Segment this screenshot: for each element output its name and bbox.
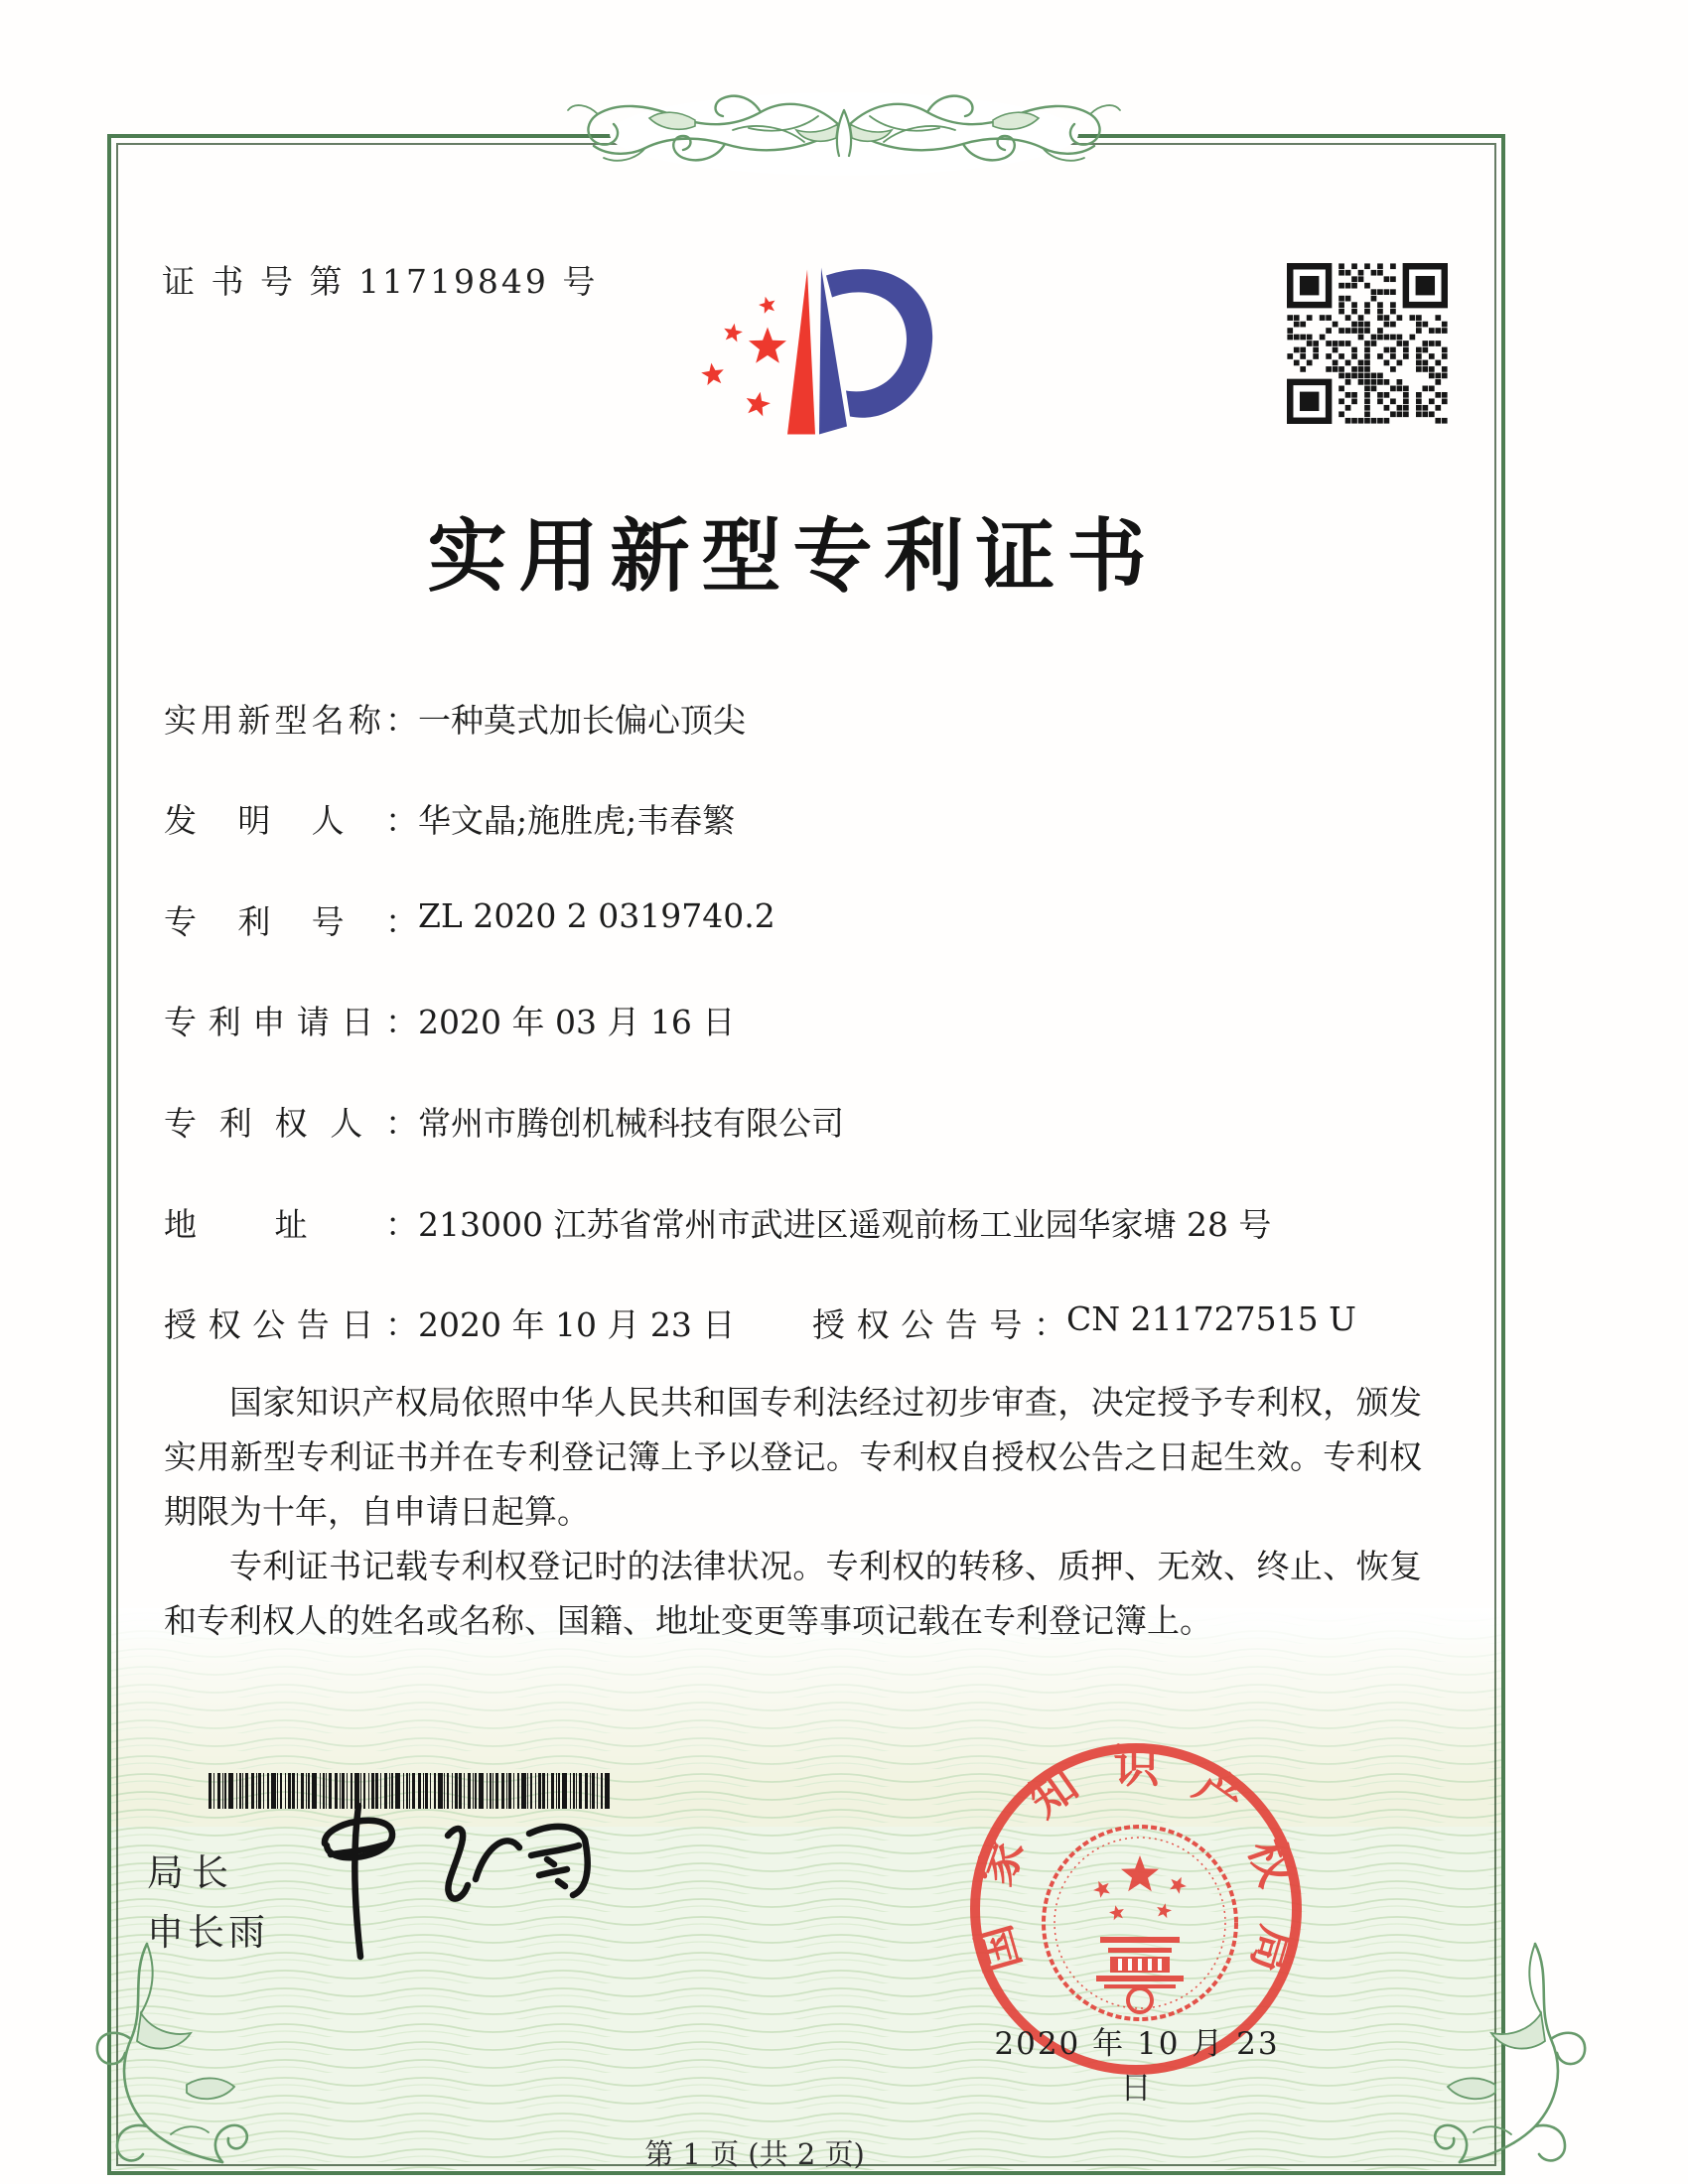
- field-value-address: 213000 江苏省常州市武进区遥观前杨工业园华家塘 28 号: [418, 1205, 1272, 1244]
- field-label-patentee: 专利权人：: [164, 1104, 418, 1143]
- field-label-grant-date: 授权公告日：: [164, 1305, 418, 1344]
- field-label-patent-no: 专利号：: [164, 902, 418, 941]
- page-footer: 第 1 页 (共 2 页): [644, 2137, 865, 2171]
- field-label-utility-name: 实用新型名称：: [164, 701, 418, 740]
- top-ornament: [548, 82, 1140, 186]
- certificate-title: 实用新型专利证书: [427, 509, 1159, 603]
- field-value-grant-date: 2020 年 10 月 23 日: [418, 1305, 736, 1344]
- field-row-patentee: [164, 1098, 1422, 1144]
- field-label-inventors: 发明人：: [164, 801, 418, 840]
- cnipa-logo: [687, 245, 935, 440]
- field-row-address: [164, 1199, 1422, 1245]
- field-label-address: 地址：: [164, 1205, 418, 1244]
- corner-flourish-right: [1386, 1936, 1595, 2179]
- field-row-inventors: [164, 795, 1422, 841]
- commissioner-name: 申长雨: [147, 1911, 269, 1954]
- field-row-grant: [164, 1299, 1422, 1345]
- field-row-utility-name: [164, 695, 1422, 741]
- field-value-inventors: 华文晶;施胜虎;韦春繁: [418, 801, 736, 840]
- field-row-patent-no: [164, 896, 1422, 942]
- field-label-grant-no: 授权公告号：: [812, 1305, 1066, 1344]
- legal-body-text: [164, 1375, 1422, 1648]
- body-paragraph-1: 国家知识产权局依照中华人民共和国专利法经过初步审查，决定授予专利权，颁发实用新型专利证书并在专利登记簿上予以登记。专利权自授权公告之日起生效。专利权期限为十年，自申请日起算。: [164, 1383, 1422, 1531]
- qr-code: [1287, 263, 1448, 424]
- field-value-filing-date: 2020 年 03 月 16 日: [418, 1003, 736, 1041]
- field-value-utility-name: 一种莫式加长偏心顶尖: [418, 701, 746, 740]
- field-value-grant-no: CN 211727515 U: [1066, 1299, 1356, 1338]
- field-value-patent-no: ZL 2020 2 0319740.2: [418, 896, 775, 935]
- field-value-patentee: 常州市腾创机械科技有限公司: [418, 1104, 844, 1143]
- field-label-filing-date: 专利申请日：: [164, 1003, 418, 1041]
- commissioner-signature: [273, 1782, 611, 1966]
- certificate-number: 证 书 号 第 11719849 号: [162, 262, 599, 301]
- commissioner-title: 局长: [147, 1851, 236, 1894]
- seal-date: 2020 年 10 月 23 日: [994, 2026, 1280, 2107]
- body-paragraph-2: 专利证书记载专利权登记时的法律状况。专利权的转移、质押、无效、终止、恢复和专利权人的姓名或名称、国籍、地址变更等事项记载在专利登记簿上。: [164, 1547, 1422, 1640]
- svg-text:国家知识产权局: [966, 1739, 1305, 1979]
- qr-code-image: [1287, 263, 1448, 424]
- seal-agency-text: 国家知识产权局: [966, 1739, 1306, 1979]
- field-row-filing-date: [164, 997, 1422, 1042]
